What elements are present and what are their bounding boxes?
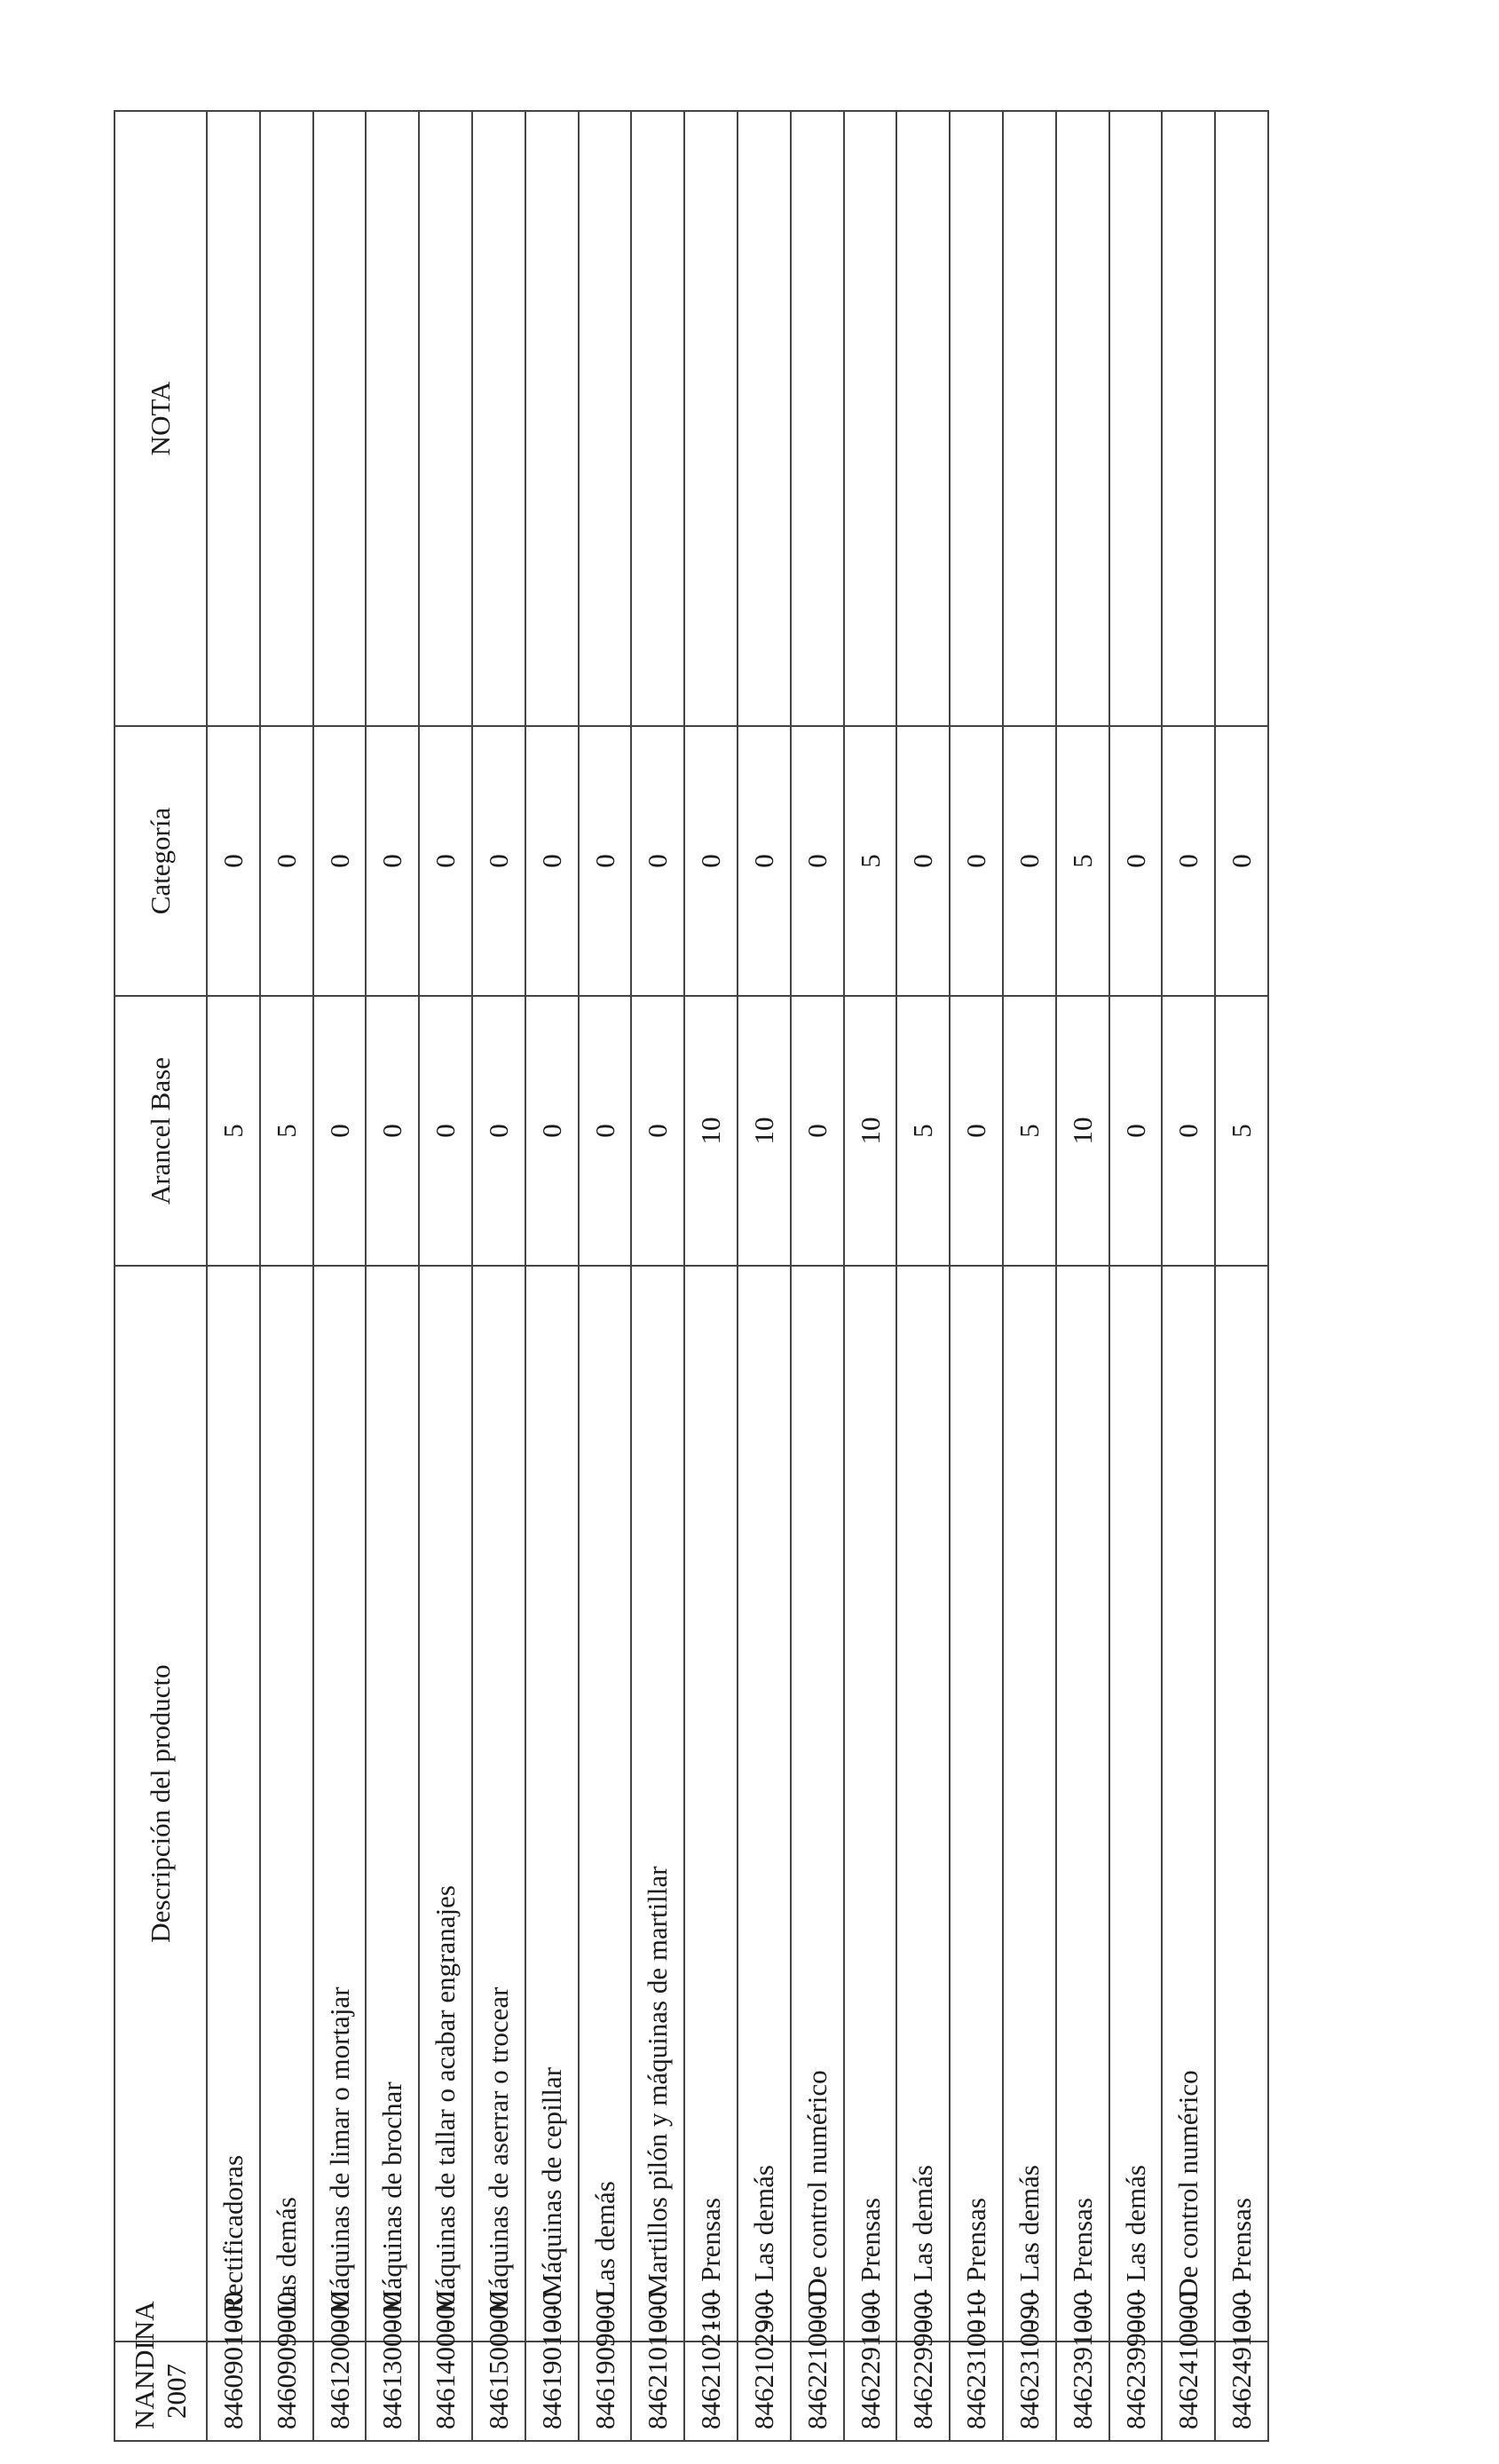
cell-base-rate: 0	[791, 996, 844, 1266]
cell-category: 0	[791, 726, 844, 996]
cell-category: 0	[525, 726, 579, 996]
header-description: Descripción del producto	[114, 1266, 207, 2342]
cell-base-rate: 0	[419, 996, 472, 1266]
cell-note	[419, 111, 472, 726]
cell-base-rate: 10	[1056, 996, 1109, 1266]
table-row	[260, 111, 313, 2441]
cell-category: 0	[1109, 726, 1163, 996]
cell-category: 0	[631, 726, 684, 996]
cell-description: - - - Prensas	[1056, 1266, 1109, 2342]
cell-note	[313, 111, 367, 726]
table-row	[684, 111, 738, 2441]
table-row	[631, 111, 684, 2441]
table-header	[114, 111, 207, 2441]
header-note: NOTA	[114, 111, 207, 726]
table-row	[950, 111, 1003, 2441]
cell-nandina-code: 8460909000	[260, 2342, 313, 2441]
cell-nandina-code: 8462102900	[738, 2342, 791, 2441]
cell-nandina-code: 8462210000	[791, 2342, 844, 2441]
cell-base-rate: 5	[207, 996, 260, 1266]
tariff-table	[114, 110, 1269, 2442]
cell-base-rate: 10	[738, 996, 791, 1266]
cell-category: 0	[472, 726, 525, 996]
cell-description: - Máquinas de limar o mortajar	[313, 1266, 367, 2342]
table-row	[844, 111, 897, 2441]
cell-description: - - - Las demás	[1109, 1266, 1163, 2342]
cell-base-rate: 0	[525, 996, 579, 1266]
cell-description: - - De control numérico	[1162, 1266, 1215, 2342]
cell-base-rate: 0	[366, 996, 419, 1266]
cell-category: 0	[738, 726, 791, 996]
cell-base-rate: 5	[260, 996, 313, 1266]
cell-category: 0	[1162, 726, 1215, 996]
cell-description: - - - Las demás	[896, 1266, 950, 2342]
cell-note	[631, 111, 684, 726]
cell-description: - - - Prensas	[844, 1266, 897, 2342]
table-row	[738, 111, 791, 2441]
cell-category: 5	[1056, 726, 1109, 996]
table-row	[1215, 111, 1268, 2441]
header-base-rate: Arancel Base	[114, 996, 207, 1266]
cell-description: - - Máquinas de cepillar	[525, 1266, 579, 2342]
cell-category: 0	[579, 726, 632, 996]
cell-nandina-code: 8460901000	[207, 2342, 260, 2441]
cell-nandina-code: 8462101000	[631, 2342, 684, 2441]
cell-base-rate: 0	[1109, 996, 1163, 1266]
table-row	[1162, 111, 1215, 2441]
cell-nandina-code: 8462399000	[1109, 2342, 1163, 2441]
cell-description: - - - Prensas	[1215, 1266, 1268, 2342]
cell-description: - - Martillos pilón y máquinas de martillar	[631, 1266, 684, 2342]
cell-nandina-code: 8461400000	[419, 2342, 472, 2441]
cell-base-rate: 0	[631, 996, 684, 1266]
cell-description: - Máquinas de brochar	[366, 1266, 419, 2342]
cell-base-rate: 0	[950, 996, 1003, 1266]
header-row	[114, 111, 207, 2441]
cell-category: 0	[896, 726, 950, 996]
cell-category: 0	[366, 726, 419, 996]
cell-nandina-code: 8461500000	[472, 2342, 525, 2441]
header-nandina: NANDINA 2007	[114, 2342, 207, 2441]
cell-category: 0	[1215, 726, 1268, 996]
cell-description: - - - Las demás	[1003, 1266, 1056, 2342]
table-row	[579, 111, 632, 2441]
cell-note	[207, 111, 260, 726]
table-row	[525, 111, 579, 2441]
table-body	[207, 111, 1268, 2441]
cell-note	[1215, 111, 1268, 726]
table-row	[896, 111, 950, 2441]
table-row	[1003, 111, 1056, 2441]
cell-description: - - - Prensas	[684, 1266, 738, 2342]
cell-nandina-code: 8462410000	[1162, 2342, 1215, 2441]
cell-note	[896, 111, 950, 726]
cell-description: - - - Las demás	[738, 1266, 791, 2342]
cell-description: - Rectificadoras	[207, 1266, 260, 2342]
cell-note	[1162, 111, 1215, 726]
cell-category: 0	[684, 726, 738, 996]
cell-base-rate: 0	[313, 996, 367, 1266]
cell-base-rate: 0	[1162, 996, 1215, 1266]
cell-category: 0	[1003, 726, 1056, 996]
cell-base-rate: 5	[1215, 996, 1268, 1266]
cell-note	[738, 111, 791, 726]
cell-description: - - De control numérico	[791, 1266, 844, 2342]
cell-description: - Máquinas de aserrar o trocear	[472, 1266, 525, 2342]
cell-note	[1109, 111, 1163, 726]
table-row	[207, 111, 260, 2441]
table-row	[1056, 111, 1109, 2441]
cell-note	[366, 111, 419, 726]
cell-note	[950, 111, 1003, 726]
cell-nandina-code: 8462291000	[844, 2342, 897, 2441]
header-category: Categoría	[114, 726, 207, 996]
cell-base-rate: 0	[579, 996, 632, 1266]
cell-nandina-code: 8462310090	[1003, 2342, 1056, 2441]
cell-base-rate: 5	[1003, 996, 1056, 1266]
cell-nandina-code: 8461300000	[366, 2342, 419, 2441]
cell-nandina-code: 8461901000	[525, 2342, 579, 2441]
cell-note	[472, 111, 525, 726]
table-row	[366, 111, 419, 2441]
cell-note	[1056, 111, 1109, 726]
cell-base-rate: 5	[896, 996, 950, 1266]
cell-description: - Máquinas de tallar o acabar engranajes	[419, 1266, 472, 2342]
cell-note	[791, 111, 844, 726]
cell-category: 0	[260, 726, 313, 996]
table-row	[313, 111, 367, 2441]
cell-note	[579, 111, 632, 726]
cell-description: - Las demás	[260, 1266, 313, 2342]
cell-note	[844, 111, 897, 726]
cell-nandina-code: 8461909000	[579, 2342, 632, 2441]
cell-note	[260, 111, 313, 726]
table-row	[472, 111, 525, 2441]
cell-nandina-code: 8461200000	[313, 2342, 367, 2441]
cell-nandina-code: 8462102100	[684, 2342, 738, 2441]
cell-nandina-code: 8462391000	[1056, 2342, 1109, 2441]
cell-category: 0	[207, 726, 260, 996]
cell-note	[525, 111, 579, 726]
cell-nandina-code: 8462299000	[896, 2342, 950, 2441]
cell-category: 0	[419, 726, 472, 996]
cell-category: 0	[313, 726, 367, 996]
cell-category: 0	[950, 726, 1003, 996]
cell-category: 5	[844, 726, 897, 996]
cell-base-rate: 0	[472, 996, 525, 1266]
table-row	[791, 111, 844, 2441]
cell-base-rate: 10	[684, 996, 738, 1266]
cell-description: - - Las demás	[579, 1266, 632, 2342]
cell-note	[684, 111, 738, 726]
cell-nandina-code: 8462491000	[1215, 2342, 1268, 2441]
cell-nandina-code: 8462310010	[950, 2342, 1003, 2441]
cell-description: - - - Prensas	[950, 1266, 1003, 2342]
table-row	[1109, 111, 1163, 2441]
table-row	[419, 111, 472, 2441]
cell-base-rate: 10	[844, 996, 897, 1266]
cell-note	[1003, 111, 1056, 726]
